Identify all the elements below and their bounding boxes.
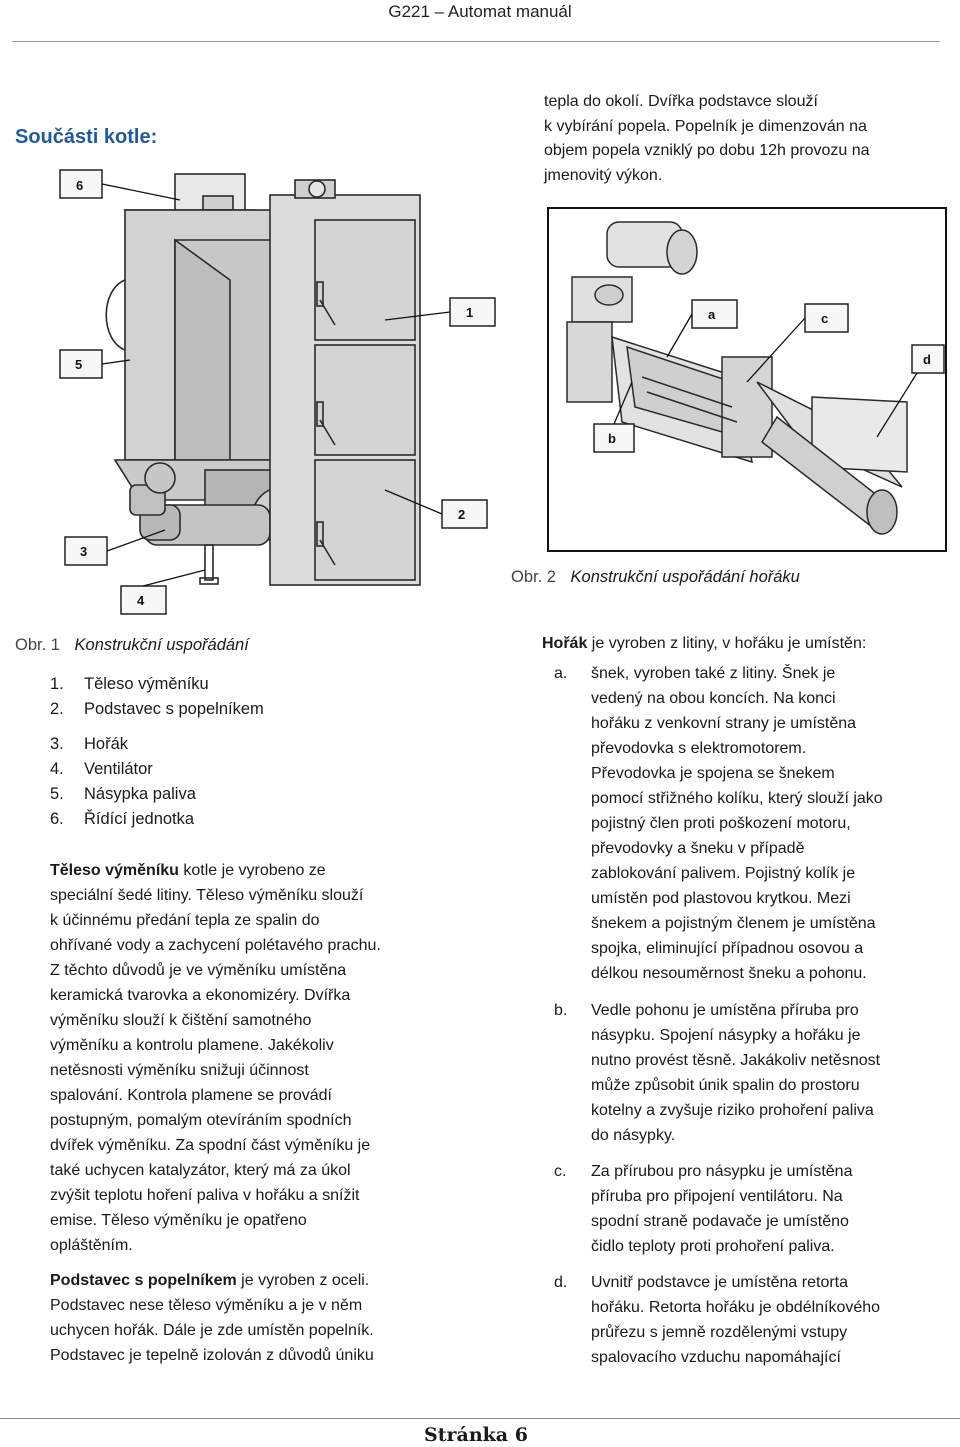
list-item-number: 1.	[50, 675, 64, 693]
line-text: je vyroben z oceli.	[236, 1272, 370, 1289]
burner-label-d-text: d	[923, 352, 931, 367]
figure2-caption	[511, 568, 800, 587]
burner-item-d	[554, 1270, 944, 1370]
intro-line: jmenovitý výkon.	[544, 166, 663, 184]
paragraph-line: emise. Těleso výměníku je opatřeno	[50, 1212, 307, 1229]
paragraph-line: postupným, pomalým otevíráním spodních	[50, 1112, 352, 1129]
paragraph-line: vedený na obou koncích. Na konci	[591, 690, 836, 707]
paragraph-line: do násypky.	[591, 1127, 676, 1144]
intro-line: k vybírání popela. Popelník je dimenzován na	[544, 117, 867, 135]
footer-divider	[0, 1418, 960, 1419]
paragraph-line: spojka, eliminující případnou osovou a	[591, 940, 864, 957]
diagram-label-6-text: 6	[76, 178, 84, 193]
paragraph-line	[50, 1268, 450, 1293]
line-text: je vyroben z litiny, v hořáku je umístěn:	[587, 635, 867, 652]
burner-label-c-text: c	[821, 311, 829, 326]
paragraph-line: ohřívané vody a zachycení polétavého prachu.	[50, 937, 381, 954]
burner-item-letter: d.	[554, 1274, 568, 1291]
paragraph-line: k účinnému předání tepla ze spalin do	[50, 912, 320, 929]
paragraph-line: Převodovka je spojena se šnekem	[591, 765, 835, 782]
paragraph-line: keramická tvarovka a ekonomizéry. Dvířka	[50, 987, 351, 1004]
list-item-number: 6.	[50, 809, 64, 828]
figure2-caption-text: Konstrukční uspořádání hořáku	[570, 568, 800, 586]
paragraph-line: šnekem a pojistným členem je umístěna	[591, 915, 876, 932]
paragraph-line: převodovky a šneku v případě	[591, 840, 805, 857]
burner-item-letter: b.	[554, 1002, 568, 1019]
figure1-caption	[15, 636, 249, 655]
diagram-label-3-text: 3	[80, 544, 88, 559]
paragraph-line: může způsobit únik spalin do prostoru	[591, 1077, 860, 1094]
paragraph-line: spalování. Kontrola plamene se provádí	[50, 1087, 332, 1104]
page-number: Stránka 6	[420, 1424, 532, 1446]
burner-item-b	[554, 998, 944, 1148]
paragraph-line: Za přírubou pro násypku je umístěna	[591, 1163, 853, 1180]
exchanger-heading: Těleso výměníku	[50, 862, 179, 879]
paragraph-line: zvýšit teplotu hoření paliva v hořáku a snížit	[50, 1187, 360, 1204]
list-item-label: Hořák	[84, 735, 129, 754]
section-title: Součásti kotle:	[15, 126, 158, 148]
parts-list	[50, 672, 264, 831]
paragraph-line: speciální šedé litiny. Těleso výměníku slouží	[50, 887, 364, 904]
paragraph-line: Podstavec je tepelně izolován z důvodů úniku	[50, 1347, 374, 1364]
page-header-title: G221 – Automat manuál	[388, 2, 572, 21]
list-item-number: 3.	[50, 735, 64, 754]
intro-line: tepla do okolí. Dvířka podstavce slouží	[544, 93, 818, 110]
paragraph-line: kotelny a zvyšuje riziko prohoření paliva	[591, 1102, 874, 1119]
burner-item-letter: c.	[554, 1163, 567, 1180]
paragraph-line: výměníku slouží k čištění samotného	[50, 1012, 312, 1029]
paragraph-line: Uvnitř podstavce je umístěna retorta	[591, 1274, 849, 1291]
list-item-number: 2.	[50, 699, 64, 718]
list-item-label: Ventilátor	[84, 760, 153, 779]
paragraph-line: průřezu s jemně rozdělenými vstupy	[591, 1324, 848, 1341]
paragraph-line: spalovacího vzduchu napomáhající	[591, 1349, 841, 1366]
diagram-label-5-text: 5	[75, 357, 83, 372]
diagram-label-2-text: 2	[458, 507, 466, 522]
paragraph-line: opláštěním.	[50, 1237, 133, 1254]
paragraph-line: zablokování palivem. Pojistný kolík je	[591, 865, 856, 882]
paragraph-line: netěsnosti výměníku snižuji účinnost	[50, 1062, 309, 1079]
paragraph-line: Podstavec nese těleso výměníku a je v něm	[50, 1297, 363, 1314]
paragraph-line: Vedle pohonu je umístěna příruba pro	[591, 1002, 859, 1019]
boiler-diagram	[55, 160, 505, 620]
list-item-label: Řídící jednotka	[84, 809, 195, 828]
paragraph-line: také uchycen katalyzátor, který má za úkol	[50, 1162, 351, 1179]
paragraph-line: uchycen hořák. Dále je zde umístěn popelník.	[50, 1322, 374, 1339]
paragraph-line: výměníku a kontrolu plamene. Jakékoliv	[50, 1037, 334, 1054]
paragraph-line	[50, 858, 425, 883]
paragraph-line: dvířek výměníku. Za spodní část výměníku je	[50, 1137, 371, 1154]
figure1-caption-number: Obr. 1	[15, 636, 60, 654]
figure1-caption-text: Konstrukční uspořádání	[74, 636, 249, 654]
paragraph-line: pojistný člen proti poškození motoru,	[591, 815, 851, 832]
base-heading: Podstavec s popelníkem	[50, 1272, 237, 1289]
list-item	[50, 782, 264, 807]
header-divider	[12, 41, 940, 42]
burner-item-c	[554, 1159, 944, 1259]
line-text: kotle je vyrobeno ze	[178, 862, 326, 879]
list-item-number: 5.	[50, 784, 64, 803]
paragraph-line: šnek, vyroben také z litiny. Šnek je	[591, 665, 836, 682]
list-item-label: Násypka paliva	[84, 784, 196, 803]
paragraph-line: čidlo teploty proti prohoření paliva.	[591, 1238, 835, 1255]
burner-item-a	[554, 661, 944, 986]
paragraph-line: délkou nesouměrnost šneku a pohonu.	[591, 965, 867, 982]
paragraph-line: umístěn pod plastovou krytkou. Mezi	[591, 890, 851, 907]
intro-line: objem popela vzniklý po dobu 12h provozu na	[544, 142, 870, 159]
paragraph-line: nutno provést těsně. Jakákoliv netěsnost	[591, 1052, 881, 1069]
list-item	[50, 732, 264, 757]
paragraph-line: příruba pro připojení ventilátoru. Na	[591, 1188, 843, 1205]
paragraph-line: hořáku z venkovní strany je umístěna	[591, 715, 857, 732]
burner-label-a-text: a	[708, 307, 716, 322]
list-item-label: Podstavec s popelníkem	[84, 699, 264, 718]
burner-item-letter: a.	[554, 665, 568, 682]
paragraph-line: pomocí střižného kolíku, který slouží jako	[591, 790, 883, 807]
list-item-number: 4.	[50, 760, 64, 779]
paragraph-line: převodovka s elektromotorem.	[591, 740, 807, 757]
burner-label-b-text: b	[608, 431, 616, 446]
burner-intro	[542, 635, 866, 653]
list-item	[50, 672, 264, 697]
burner-heading: Hořák	[542, 635, 588, 652]
list-item-label: Těleso výměníku	[84, 675, 209, 693]
intro-paragraph	[544, 90, 944, 188]
list-item	[50, 697, 264, 722]
list-item	[50, 807, 264, 832]
paragraph-line: násypku. Spojení násypky a hořáku je	[591, 1027, 861, 1044]
figure2-caption-number: Obr. 2	[511, 568, 556, 586]
paragraph-line: spodní straně podavače je umístěno	[591, 1213, 849, 1230]
diagram-label-4-text: 4	[137, 593, 145, 608]
burner-diagram	[547, 207, 947, 552]
diagram-label-1-text: 1	[466, 305, 474, 320]
list-item	[50, 757, 264, 782]
exchanger-paragraph	[50, 858, 425, 1258]
paragraph-line: hořáku. Retorta hořáku je obdélníkového	[591, 1299, 881, 1316]
base-paragraph	[50, 1268, 450, 1368]
paragraph-line: Z těchto důvodů je ve výměníku umístěna	[50, 962, 347, 979]
